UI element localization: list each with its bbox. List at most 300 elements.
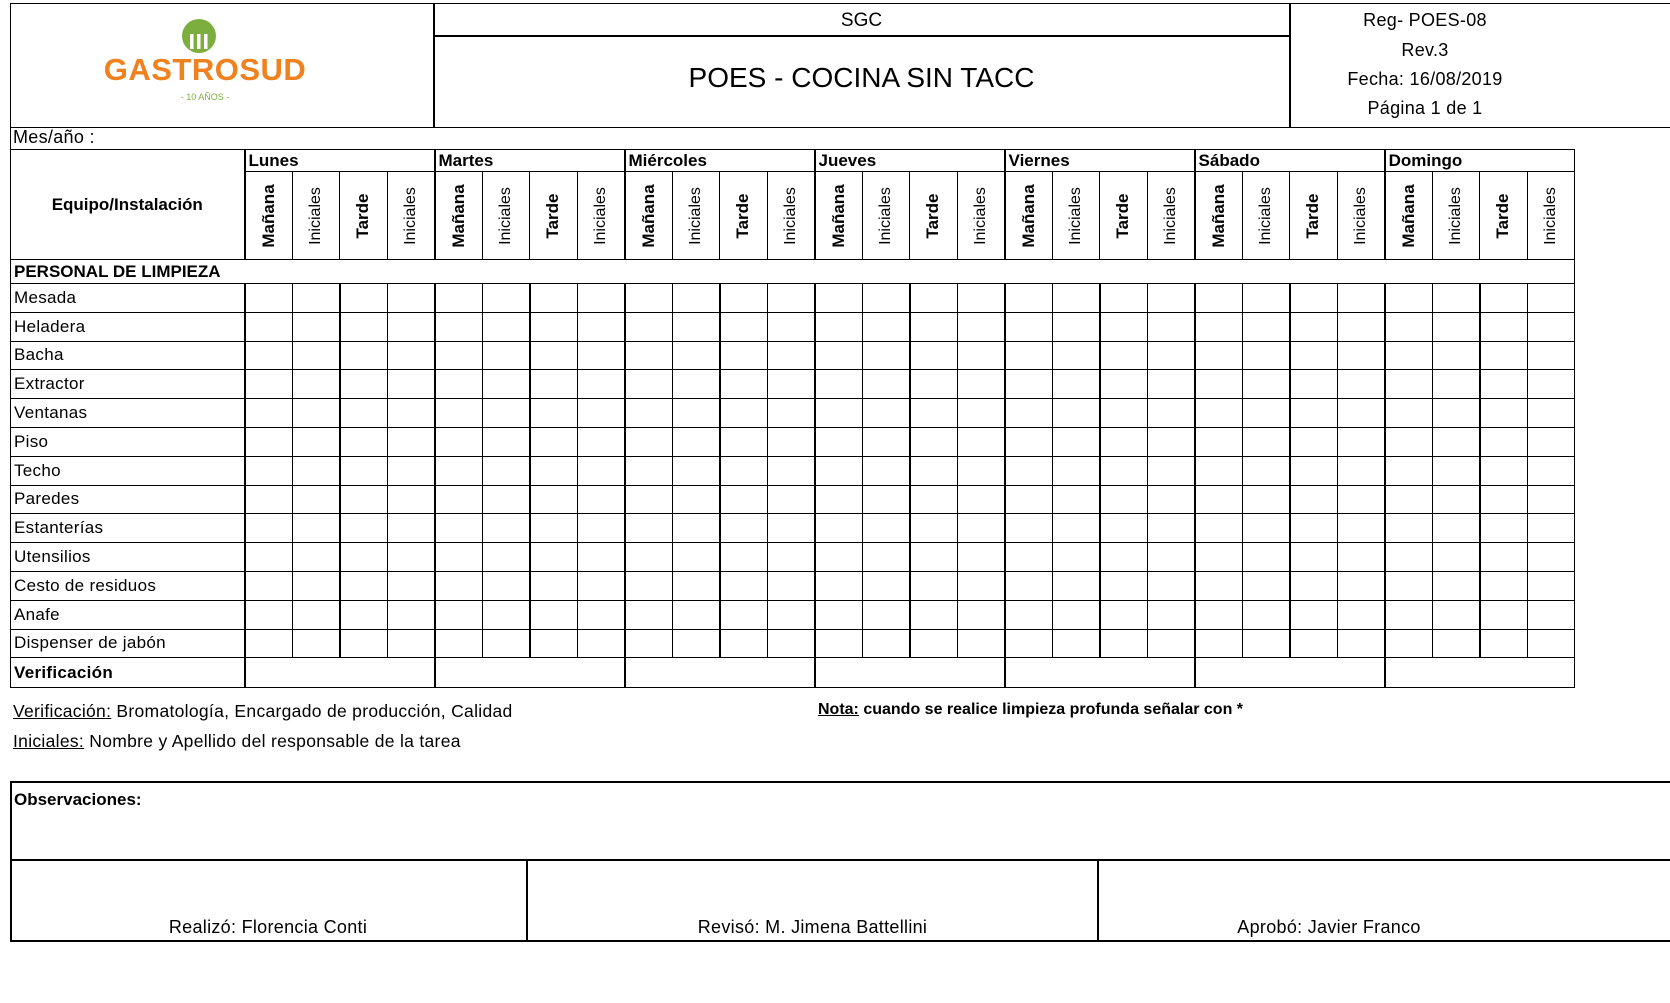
table-cell[interactable] (245, 571, 293, 600)
table-cell[interactable] (1337, 312, 1385, 341)
table-cell[interactable] (1432, 485, 1480, 514)
table-cell[interactable] (1100, 629, 1148, 658)
table-cell[interactable] (720, 514, 768, 543)
table-cell[interactable] (245, 485, 293, 514)
table-cell[interactable] (672, 514, 720, 543)
table-cell[interactable] (292, 600, 340, 629)
table-cell[interactable] (815, 341, 863, 370)
table-cell[interactable] (482, 370, 530, 399)
table-cell[interactable] (1527, 514, 1575, 543)
table-cell[interactable] (1242, 543, 1290, 572)
table-cell[interactable] (862, 543, 910, 572)
table-cell[interactable] (1147, 370, 1195, 399)
table-cell[interactable] (1147, 571, 1195, 600)
table-cell[interactable] (530, 284, 578, 313)
table-cell[interactable] (957, 312, 1005, 341)
table-cell[interactable] (625, 485, 673, 514)
table-cell[interactable] (1480, 543, 1528, 572)
table-cell[interactable] (1147, 399, 1195, 428)
table-cell[interactable] (292, 456, 340, 485)
table-cell[interactable] (1527, 629, 1575, 658)
table-cell[interactable] (1337, 427, 1385, 456)
table-cell[interactable] (1100, 543, 1148, 572)
table-cell[interactable] (1100, 341, 1148, 370)
table-cell[interactable] (482, 456, 530, 485)
table-cell[interactable] (340, 341, 388, 370)
table-cell[interactable] (862, 427, 910, 456)
table-cell[interactable] (1052, 456, 1100, 485)
table-cell[interactable] (1337, 600, 1385, 629)
table-cell[interactable] (1480, 514, 1528, 543)
table-cell[interactable] (767, 312, 815, 341)
table-cell[interactable] (245, 370, 293, 399)
table-cell[interactable] (1100, 514, 1148, 543)
table-cell[interactable] (625, 456, 673, 485)
verificacion-cell[interactable] (625, 658, 815, 688)
table-cell[interactable] (1527, 341, 1575, 370)
table-cell[interactable] (767, 427, 815, 456)
table-cell[interactable] (625, 284, 673, 313)
table-cell[interactable] (862, 284, 910, 313)
table-cell[interactable] (435, 312, 483, 341)
table-cell[interactable] (387, 629, 435, 658)
table-cell[interactable] (435, 543, 483, 572)
table-cell[interactable] (340, 456, 388, 485)
table-cell[interactable] (720, 427, 768, 456)
table-cell[interactable] (862, 370, 910, 399)
table-cell[interactable] (625, 629, 673, 658)
table-cell[interactable] (340, 284, 388, 313)
table-cell[interactable] (1242, 600, 1290, 629)
table-cell[interactable] (1195, 571, 1243, 600)
table-cell[interactable] (1432, 399, 1480, 428)
table-cell[interactable] (1337, 629, 1385, 658)
table-cell[interactable] (530, 543, 578, 572)
table-cell[interactable] (577, 514, 625, 543)
table-cell[interactable] (767, 514, 815, 543)
table-cell[interactable] (1242, 284, 1290, 313)
table-cell[interactable] (1290, 571, 1338, 600)
table-cell[interactable] (1385, 284, 1433, 313)
table-cell[interactable] (1432, 514, 1480, 543)
table-cell[interactable] (1527, 370, 1575, 399)
table-cell[interactable] (1337, 284, 1385, 313)
table-cell[interactable] (387, 370, 435, 399)
table-cell[interactable] (1385, 456, 1433, 485)
table-cell[interactable] (1100, 427, 1148, 456)
table-cell[interactable] (1242, 456, 1290, 485)
table-cell[interactable] (435, 485, 483, 514)
table-cell[interactable] (340, 312, 388, 341)
table-cell[interactable] (1432, 427, 1480, 456)
table-cell[interactable] (957, 514, 1005, 543)
table-cell[interactable] (1005, 629, 1053, 658)
table-cell[interactable] (720, 600, 768, 629)
table-cell[interactable] (1385, 571, 1433, 600)
table-cell[interactable] (1242, 312, 1290, 341)
table-cell[interactable] (720, 341, 768, 370)
table-cell[interactable] (1290, 399, 1338, 428)
table-cell[interactable] (767, 284, 815, 313)
table-cell[interactable] (1290, 341, 1338, 370)
table-cell[interactable] (435, 399, 483, 428)
table-cell[interactable] (1480, 600, 1528, 629)
table-cell[interactable] (292, 485, 340, 514)
table-cell[interactable] (815, 399, 863, 428)
table-cell[interactable] (1195, 399, 1243, 428)
table-cell[interactable] (1527, 427, 1575, 456)
verificacion-cell[interactable] (815, 658, 1005, 688)
table-cell[interactable] (1337, 543, 1385, 572)
table-cell[interactable] (435, 600, 483, 629)
table-cell[interactable] (1480, 284, 1528, 313)
table-cell[interactable] (720, 312, 768, 341)
table-cell[interactable] (767, 485, 815, 514)
table-cell[interactable] (1527, 284, 1575, 313)
table-cell[interactable] (1290, 629, 1338, 658)
table-cell[interactable] (340, 399, 388, 428)
table-cell[interactable] (1100, 284, 1148, 313)
table-cell[interactable] (1005, 399, 1053, 428)
table-cell[interactable] (1052, 514, 1100, 543)
table-cell[interactable] (577, 312, 625, 341)
table-cell[interactable] (1147, 543, 1195, 572)
table-cell[interactable] (1052, 399, 1100, 428)
table-cell[interactable] (1527, 456, 1575, 485)
table-cell[interactable] (482, 485, 530, 514)
table-cell[interactable] (387, 341, 435, 370)
table-cell[interactable] (340, 514, 388, 543)
table-cell[interactable] (435, 341, 483, 370)
table-cell[interactable] (1195, 284, 1243, 313)
table-cell[interactable] (1195, 341, 1243, 370)
table-cell[interactable] (815, 312, 863, 341)
table-cell[interactable] (577, 399, 625, 428)
table-cell[interactable] (720, 370, 768, 399)
table-cell[interactable] (1052, 543, 1100, 572)
table-cell[interactable] (530, 456, 578, 485)
table-cell[interactable] (910, 284, 958, 313)
table-cell[interactable] (387, 312, 435, 341)
table-cell[interactable] (1385, 312, 1433, 341)
table-cell[interactable] (292, 370, 340, 399)
table-cell[interactable] (862, 456, 910, 485)
table-cell[interactable] (672, 427, 720, 456)
table-cell[interactable] (292, 399, 340, 428)
table-cell[interactable] (435, 456, 483, 485)
table-cell[interactable] (625, 543, 673, 572)
table-cell[interactable] (910, 456, 958, 485)
table-cell[interactable] (245, 341, 293, 370)
table-cell[interactable] (720, 629, 768, 658)
table-cell[interactable] (387, 514, 435, 543)
table-cell[interactable] (1242, 571, 1290, 600)
table-cell[interactable] (672, 571, 720, 600)
table-cell[interactable] (957, 399, 1005, 428)
table-cell[interactable] (1432, 284, 1480, 313)
table-cell[interactable] (957, 341, 1005, 370)
table-cell[interactable] (910, 543, 958, 572)
table-cell[interactable] (387, 543, 435, 572)
table-cell[interactable] (1527, 312, 1575, 341)
table-cell[interactable] (1242, 341, 1290, 370)
table-cell[interactable] (387, 399, 435, 428)
table-cell[interactable] (530, 341, 578, 370)
table-cell[interactable] (1480, 427, 1528, 456)
table-cell[interactable] (815, 600, 863, 629)
table-cell[interactable] (1337, 571, 1385, 600)
table-cell[interactable] (1100, 456, 1148, 485)
table-cell[interactable] (577, 629, 625, 658)
table-cell[interactable] (910, 600, 958, 629)
table-cell[interactable] (862, 312, 910, 341)
table-cell[interactable] (482, 543, 530, 572)
table-cell[interactable] (957, 629, 1005, 658)
table-cell[interactable] (530, 427, 578, 456)
table-cell[interactable] (1195, 543, 1243, 572)
table-cell[interactable] (577, 600, 625, 629)
table-cell[interactable] (815, 543, 863, 572)
table-cell[interactable] (720, 543, 768, 572)
table-cell[interactable] (1195, 456, 1243, 485)
table-cell[interactable] (1005, 600, 1053, 629)
table-cell[interactable] (957, 485, 1005, 514)
table-cell[interactable] (862, 341, 910, 370)
table-cell[interactable] (245, 600, 293, 629)
table-cell[interactable] (1100, 312, 1148, 341)
table-cell[interactable] (767, 399, 815, 428)
table-cell[interactable] (1052, 427, 1100, 456)
table-cell[interactable] (1005, 284, 1053, 313)
observaciones-box[interactable] (10, 781, 1670, 861)
table-cell[interactable] (1480, 312, 1528, 341)
table-cell[interactable] (910, 485, 958, 514)
table-cell[interactable] (957, 543, 1005, 572)
table-cell[interactable] (1290, 485, 1338, 514)
table-cell[interactable] (1147, 312, 1195, 341)
table-cell[interactable] (1147, 456, 1195, 485)
table-cell[interactable] (1005, 370, 1053, 399)
table-cell[interactable] (577, 341, 625, 370)
table-cell[interactable] (957, 571, 1005, 600)
verificacion-cell[interactable] (435, 658, 625, 688)
table-cell[interactable] (387, 485, 435, 514)
table-cell[interactable] (577, 571, 625, 600)
table-cell[interactable] (245, 543, 293, 572)
table-cell[interactable] (910, 370, 958, 399)
table-cell[interactable] (1195, 600, 1243, 629)
table-cell[interactable] (1337, 514, 1385, 543)
table-cell[interactable] (1337, 485, 1385, 514)
table-cell[interactable] (1385, 427, 1433, 456)
table-cell[interactable] (957, 600, 1005, 629)
table-cell[interactable] (292, 571, 340, 600)
table-cell[interactable] (862, 399, 910, 428)
table-cell[interactable] (1195, 485, 1243, 514)
table-cell[interactable] (767, 600, 815, 629)
table-cell[interactable] (1005, 341, 1053, 370)
table-cell[interactable] (292, 284, 340, 313)
table-cell[interactable] (340, 629, 388, 658)
table-cell[interactable] (957, 456, 1005, 485)
table-cell[interactable] (1100, 370, 1148, 399)
table-cell[interactable] (340, 370, 388, 399)
table-cell[interactable] (1385, 600, 1433, 629)
table-cell[interactable] (1527, 399, 1575, 428)
table-cell[interactable] (435, 370, 483, 399)
table-cell[interactable] (862, 514, 910, 543)
table-cell[interactable] (577, 543, 625, 572)
table-cell[interactable] (1052, 629, 1100, 658)
table-cell[interactable] (625, 312, 673, 341)
table-cell[interactable] (1100, 600, 1148, 629)
table-cell[interactable] (1052, 312, 1100, 341)
table-cell[interactable] (1290, 370, 1338, 399)
table-cell[interactable] (815, 571, 863, 600)
verificacion-cell[interactable] (1385, 658, 1575, 688)
table-cell[interactable] (482, 571, 530, 600)
table-cell[interactable] (1100, 571, 1148, 600)
table-cell[interactable] (482, 341, 530, 370)
table-cell[interactable] (340, 543, 388, 572)
table-cell[interactable] (815, 284, 863, 313)
table-cell[interactable] (1480, 399, 1528, 428)
table-cell[interactable] (1337, 399, 1385, 428)
table-cell[interactable] (862, 600, 910, 629)
table-cell[interactable] (1147, 284, 1195, 313)
table-cell[interactable] (1147, 341, 1195, 370)
table-cell[interactable] (720, 399, 768, 428)
table-cell[interactable] (292, 427, 340, 456)
table-cell[interactable] (910, 571, 958, 600)
table-cell[interactable] (625, 341, 673, 370)
table-cell[interactable] (1480, 571, 1528, 600)
table-cell[interactable] (815, 485, 863, 514)
table-cell[interactable] (1290, 456, 1338, 485)
table-cell[interactable] (720, 284, 768, 313)
table-cell[interactable] (672, 629, 720, 658)
table-cell[interactable] (1385, 514, 1433, 543)
table-cell[interactable] (767, 341, 815, 370)
table-cell[interactable] (530, 370, 578, 399)
table-cell[interactable] (957, 370, 1005, 399)
table-cell[interactable] (1290, 312, 1338, 341)
table-cell[interactable] (435, 514, 483, 543)
table-cell[interactable] (530, 399, 578, 428)
table-cell[interactable] (482, 600, 530, 629)
table-cell[interactable] (1480, 629, 1528, 658)
table-cell[interactable] (672, 370, 720, 399)
table-cell[interactable] (1337, 370, 1385, 399)
table-cell[interactable] (292, 312, 340, 341)
verificacion-cell[interactable] (1195, 658, 1385, 688)
table-cell[interactable] (862, 629, 910, 658)
table-cell[interactable] (625, 600, 673, 629)
table-cell[interactable] (1005, 456, 1053, 485)
table-cell[interactable] (482, 284, 530, 313)
table-cell[interactable] (1195, 427, 1243, 456)
table-cell[interactable] (1242, 399, 1290, 428)
table-cell[interactable] (577, 456, 625, 485)
table-cell[interactable] (1195, 312, 1243, 341)
table-cell[interactable] (530, 312, 578, 341)
table-cell[interactable] (340, 485, 388, 514)
table-cell[interactable] (1385, 629, 1433, 658)
table-cell[interactable] (1052, 571, 1100, 600)
table-cell[interactable] (245, 284, 293, 313)
table-cell[interactable] (1337, 456, 1385, 485)
table-cell[interactable] (1195, 370, 1243, 399)
table-cell[interactable] (625, 571, 673, 600)
table-cell[interactable] (672, 456, 720, 485)
table-cell[interactable] (1432, 600, 1480, 629)
table-cell[interactable] (862, 485, 910, 514)
table-cell[interactable] (720, 456, 768, 485)
table-cell[interactable] (435, 284, 483, 313)
table-cell[interactable] (815, 370, 863, 399)
table-cell[interactable] (910, 427, 958, 456)
table-cell[interactable] (482, 427, 530, 456)
table-cell[interactable] (1527, 485, 1575, 514)
table-cell[interactable] (530, 571, 578, 600)
table-cell[interactable] (292, 543, 340, 572)
table-cell[interactable] (1147, 514, 1195, 543)
table-cell[interactable] (910, 341, 958, 370)
table-cell[interactable] (815, 427, 863, 456)
table-cell[interactable] (1147, 427, 1195, 456)
table-cell[interactable] (672, 312, 720, 341)
table-cell[interactable] (1242, 485, 1290, 514)
table-cell[interactable] (1005, 427, 1053, 456)
verificacion-cell[interactable] (1005, 658, 1195, 688)
table-cell[interactable] (672, 341, 720, 370)
table-cell[interactable] (340, 571, 388, 600)
table-cell[interactable] (910, 514, 958, 543)
table-cell[interactable] (1242, 370, 1290, 399)
table-cell[interactable] (1432, 571, 1480, 600)
table-cell[interactable] (482, 399, 530, 428)
table-cell[interactable] (910, 399, 958, 428)
table-cell[interactable] (1195, 629, 1243, 658)
table-cell[interactable] (1005, 571, 1053, 600)
table-cell[interactable] (1290, 514, 1338, 543)
table-cell[interactable] (862, 571, 910, 600)
table-cell[interactable] (435, 571, 483, 600)
table-cell[interactable] (245, 514, 293, 543)
table-cell[interactable] (1100, 399, 1148, 428)
table-cell[interactable] (720, 571, 768, 600)
table-cell[interactable] (387, 456, 435, 485)
table-cell[interactable] (1100, 485, 1148, 514)
table-cell[interactable] (625, 427, 673, 456)
table-cell[interactable] (1385, 370, 1433, 399)
table-cell[interactable] (577, 370, 625, 399)
table-cell[interactable] (910, 312, 958, 341)
verificacion-cell[interactable] (245, 658, 435, 688)
table-cell[interactable] (482, 514, 530, 543)
table-cell[interactable] (1290, 600, 1338, 629)
table-cell[interactable] (1527, 571, 1575, 600)
table-cell[interactable] (1432, 629, 1480, 658)
table-cell[interactable] (720, 485, 768, 514)
table-cell[interactable] (577, 485, 625, 514)
table-cell[interactable] (1005, 543, 1053, 572)
table-cell[interactable] (815, 629, 863, 658)
table-cell[interactable] (1527, 600, 1575, 629)
table-cell[interactable] (672, 284, 720, 313)
table-cell[interactable] (1290, 543, 1338, 572)
table-cell[interactable] (292, 514, 340, 543)
